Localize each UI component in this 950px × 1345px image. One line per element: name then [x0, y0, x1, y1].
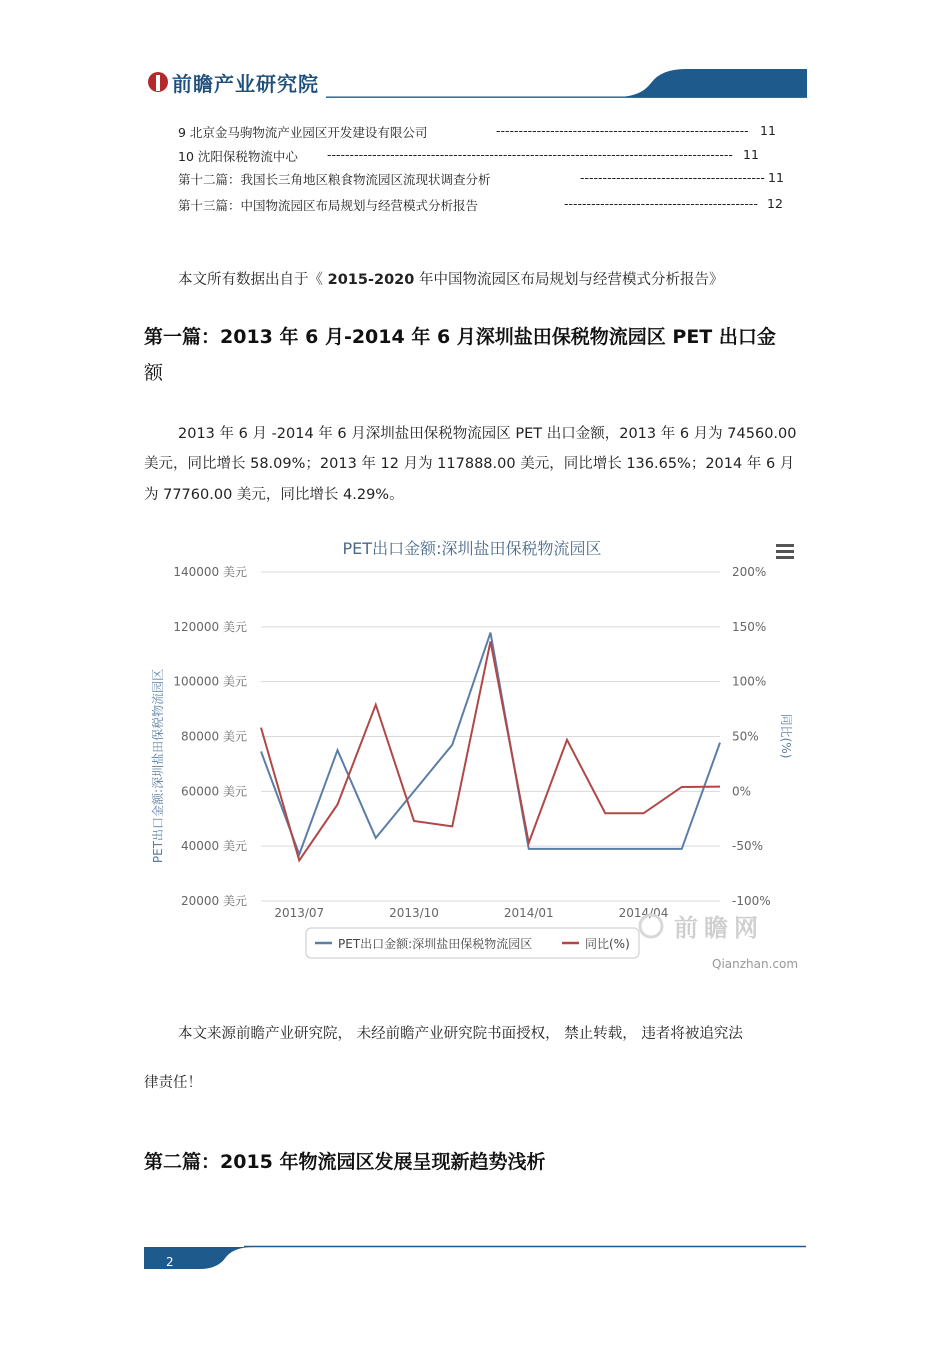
- page-number: 2: [166, 1255, 174, 1269]
- toc-item[interactable]: [178, 123, 427, 141]
- section1-para-line: 2013 年 6 月 -2014 年 6 月深圳盐田保税物流园区 PET 出口金额，2013 年 6 月为 74560.00: [178, 426, 797, 442]
- pet-export-chart: [144, 528, 806, 980]
- y-right-tick-label: 150%: [732, 619, 767, 634]
- y-axis-left-label: PET出口金额:深圳盐田保税物流园区: [151, 668, 165, 864]
- legend-label-yoy: 同比(%): [585, 937, 630, 951]
- toc-item-dots: -------------------------------------------: [564, 196, 758, 211]
- toc-item-text: 第十三篇：中国物流园区布局规划与经营模式分析报告: [178, 198, 479, 213]
- y-right-tick-label: -50%: [732, 839, 764, 854]
- y-right-tick-label: 100%: [732, 674, 767, 689]
- x-tick-label: 2014/04: [618, 906, 669, 920]
- y-axis-right-label: 同比(%): [779, 713, 793, 759]
- toc-item-text: 9 北京金马驹物流产业园区开发建设有限公司: [178, 125, 428, 140]
- y-right-tick-label: -100%: [732, 894, 771, 908]
- y-left-tick-label: 140000 美元: [173, 565, 247, 579]
- toc-item-dots: --------------------------------------------------------: [496, 123, 749, 138]
- section1-para-line: 为 77760.00 美元，同比增长 4.29%。: [144, 487, 404, 503]
- toc-item[interactable]: [178, 147, 298, 165]
- toc-item-page: 12: [767, 196, 783, 211]
- y-left-tick-label: 120000 美元: [173, 619, 247, 634]
- series-line-yoy: [261, 641, 720, 860]
- toc-item-page: 11: [760, 123, 776, 138]
- toc-item-page: 11: [768, 170, 784, 185]
- y-left-tick-label: 20000 美元: [181, 894, 247, 908]
- y-left-tick-label: 100000 美元: [173, 674, 247, 689]
- x-tick-label: 2013/07: [274, 906, 325, 920]
- header-banner: [146, 68, 807, 98]
- source-line: [178, 268, 723, 289]
- toc-item-dots: -----------------------------------------: [580, 170, 765, 185]
- chart-legend[interactable]: [306, 928, 639, 958]
- copyright-line: 本文来源前瞻产业研究院， 未经前瞻产业研究院书面授权， 禁止转载， 违者将被追究法: [178, 1026, 743, 1042]
- x-tick-label: 2013/10: [389, 906, 439, 920]
- y-left-tick-label: 80000 美元: [181, 729, 247, 744]
- y-left-tick-label: 40000 美元: [181, 839, 247, 854]
- chart-title: PET出口金额:深圳盐田保税物流园区: [342, 539, 602, 558]
- watermark-logo: 前瞻网: [674, 914, 764, 942]
- header: [0, 0, 950, 110]
- source-prefix: 本文所有数据出自于《: [178, 272, 323, 288]
- source-suffix: 年中国物流园区布局规划与经营模式分析报告》: [418, 272, 724, 288]
- toc-item-page: 11: [743, 147, 759, 162]
- logo-text: 前瞻产业研究院: [172, 72, 319, 96]
- y-right-tick-label: 50%: [732, 729, 759, 744]
- section1-heading: 第一篇：2013 年 6 月-2014 年 6 月深圳盐田保税物流园区 PET 出口金: [144, 326, 776, 348]
- section1-heading-cont: 额: [144, 362, 164, 384]
- toc-item-dots: ------------------------------------------------------------------------------------------: [327, 147, 733, 162]
- series-line-pet: [261, 633, 720, 855]
- y-right-tick-label: 200%: [732, 565, 767, 579]
- section1-para-line: 美元，同比增长 58.09%；2013 年 12 月为 117888.00 美元，同比增长 136.65%；2014 年 6 月: [144, 456, 795, 472]
- watermark: [640, 914, 798, 971]
- menu-icon[interactable]: [776, 544, 794, 559]
- toc-item[interactable]: [178, 170, 491, 188]
- copyright-line: 律责任！: [144, 1075, 202, 1091]
- footer-banner: [144, 1243, 806, 1273]
- legend-label-pet: PET出口金额:深圳盐田保税物流园区: [338, 937, 533, 951]
- watermark-url: Qianzhan.com: [712, 957, 799, 971]
- x-tick-label: 2014/01: [503, 906, 554, 920]
- toc-item[interactable]: [178, 196, 478, 214]
- y-left-tick-label: 60000 美元: [181, 784, 247, 799]
- section2-heading: 第二篇：2015 年物流园区发展呈现新趋势浅析: [144, 1151, 546, 1173]
- source-title: 2015-2020: [327, 272, 415, 288]
- y-right-tick-label: 0%: [732, 784, 752, 799]
- toc-item-text: 第十二篇：我国长三角地区粮食物流园区流现状调查分析: [178, 172, 491, 187]
- toc-item-text: 10 沈阳保税物流中心: [178, 149, 298, 164]
